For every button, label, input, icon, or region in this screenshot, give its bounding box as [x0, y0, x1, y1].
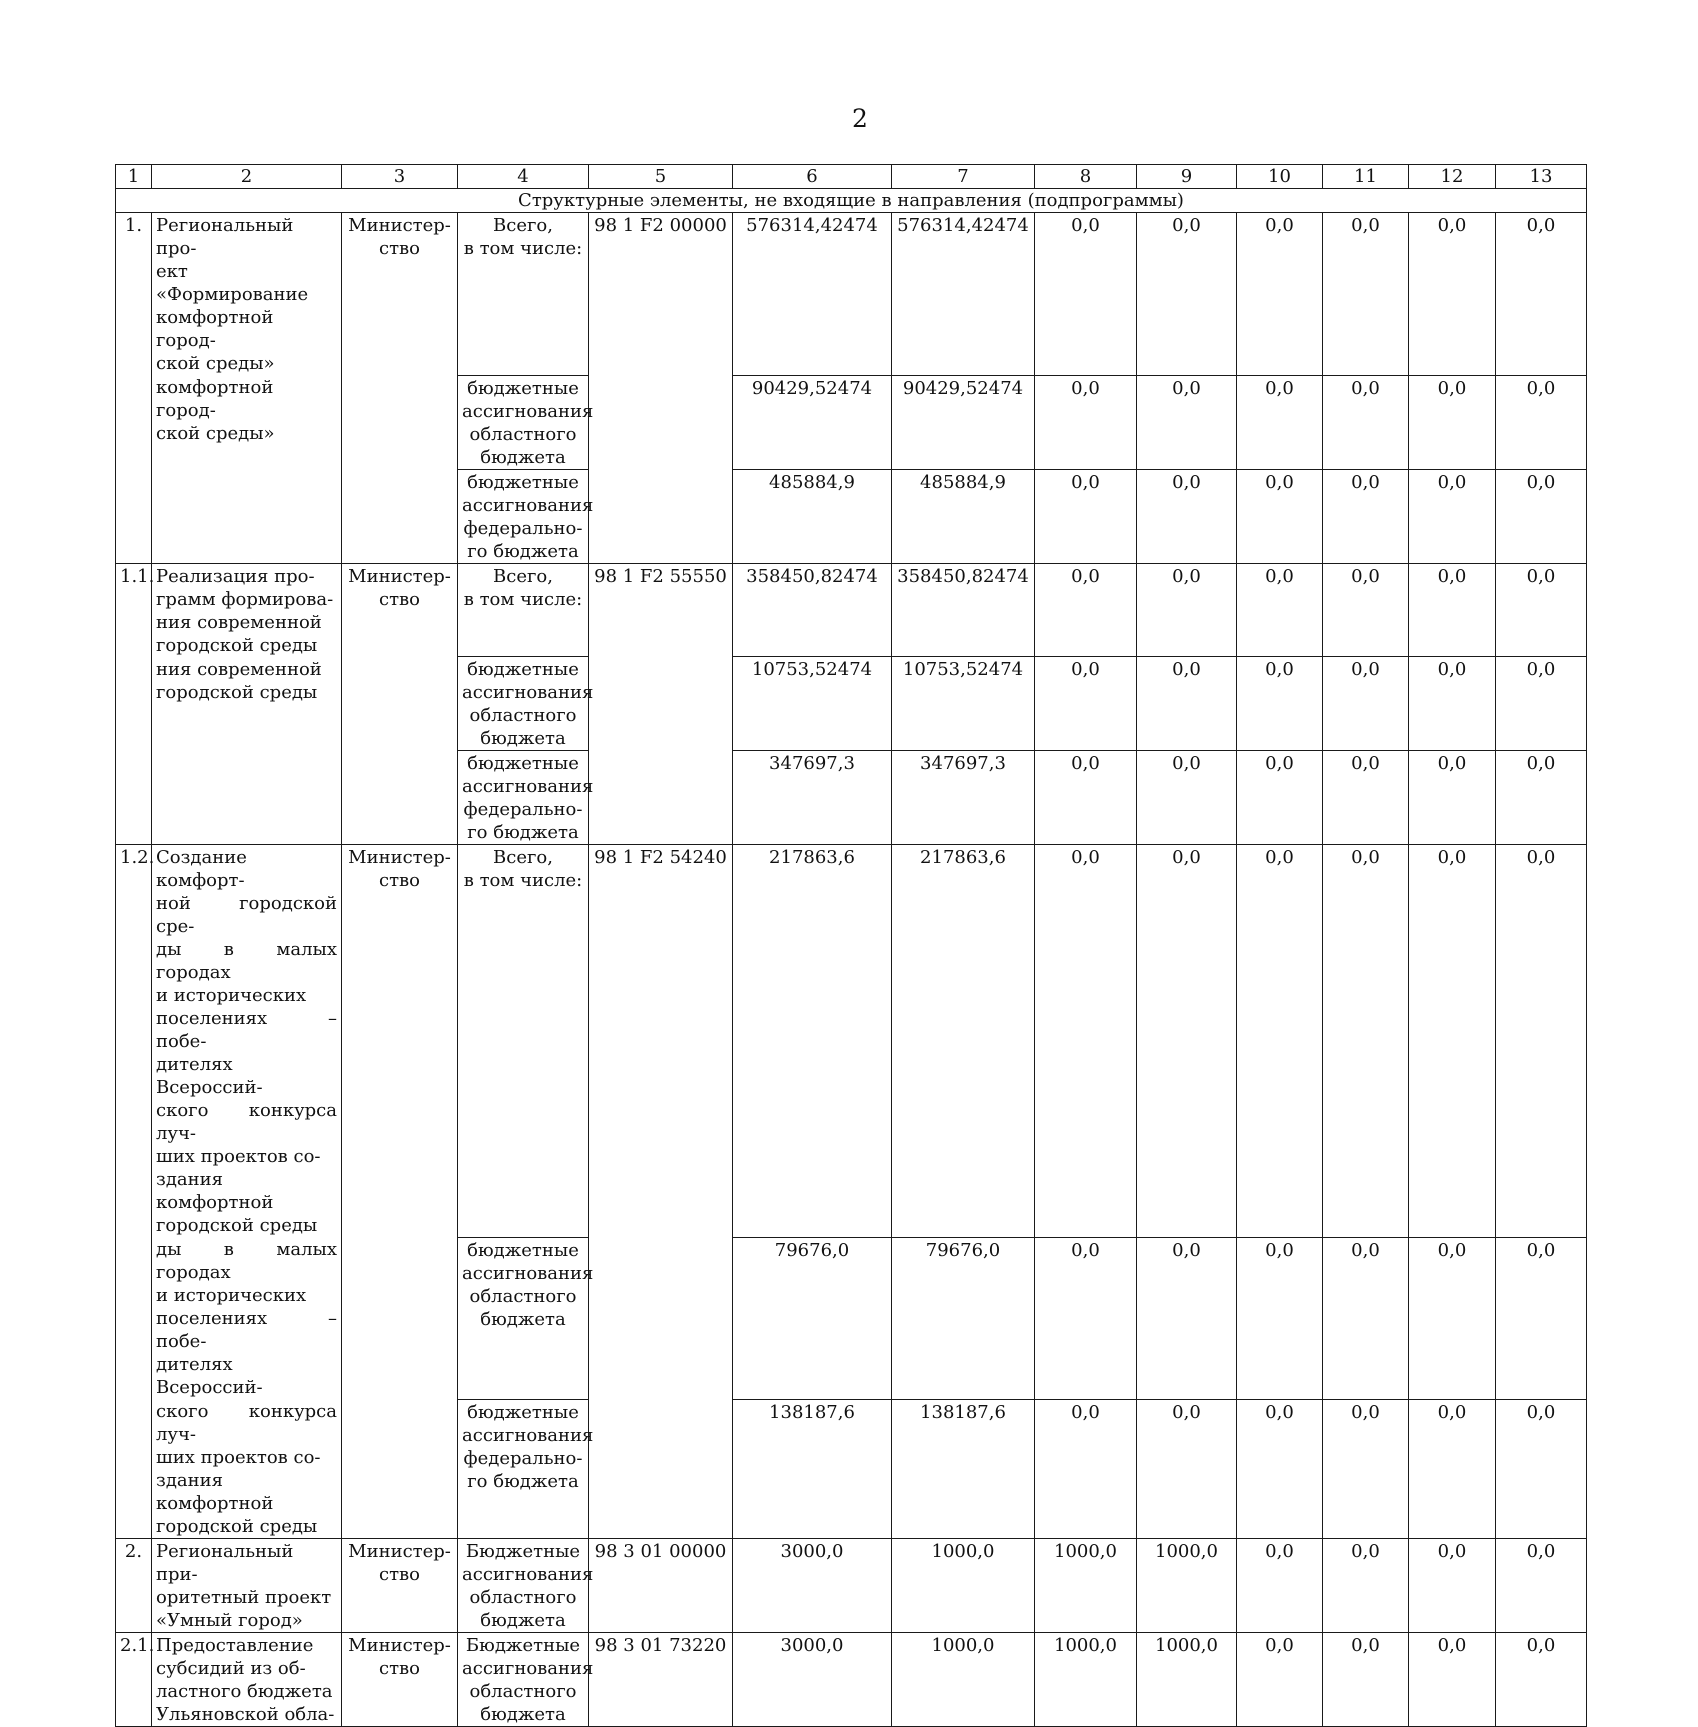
item-name-line: здания комфортной [156, 1470, 274, 1514]
responsible-line: Министер- [348, 215, 451, 236]
item-name-line: и исторических [156, 985, 307, 1006]
item-number-cell [116, 657, 152, 751]
funding-source-line: бюджетные [467, 1401, 579, 1423]
value-cell: 0,0 [1035, 213, 1137, 376]
value-cell: 0,0 [1137, 213, 1237, 376]
value-cell: 10753,52474 [892, 657, 1035, 751]
funding-source-cell [458, 1539, 594, 1633]
responsible-line: Министер- [348, 847, 451, 868]
item-name-line: «Умный город» [156, 1610, 303, 1631]
funding-source-line: в том числе: [463, 870, 583, 891]
table-row [116, 657, 1587, 751]
value-cell: 0,0 [1137, 845, 1237, 1238]
funding-source-line: ассигнования [462, 400, 594, 422]
item-number-cell [116, 375, 152, 469]
value-cell: 576314,42474 [733, 213, 892, 376]
budget-code-cell: 98 1 F2 00000 [589, 213, 733, 376]
responsible-cell [342, 1539, 458, 1633]
responsible-cell [342, 751, 458, 845]
column-header: 3 [342, 165, 458, 189]
value-cell: 0,0 [1237, 1399, 1323, 1539]
responsible-cell [342, 375, 458, 469]
funding-source-line: в том числе: [463, 238, 583, 259]
responsible-line: ство [378, 588, 420, 610]
value-cell: 0,0 [1409, 751, 1496, 845]
funding-source-line: бюджета [480, 728, 566, 749]
item-name-line: Региональный про- [156, 215, 294, 259]
item-name-line: ших проектов со- [156, 1447, 321, 1468]
funding-source-line: бюджета [480, 1704, 566, 1725]
value-cell: 0,0 [1237, 1539, 1323, 1633]
item-name-cell [152, 1539, 342, 1633]
item-name-line: грамм формирова- [156, 588, 334, 610]
funding-source-line: ассигнования [462, 1658, 594, 1679]
responsible-cell [342, 845, 458, 1238]
value-cell: 0,0 [1496, 469, 1587, 563]
value-cell: 0,0 [1035, 657, 1137, 751]
value-cell: 0,0 [1035, 845, 1137, 1238]
value-cell: 0,0 [1409, 563, 1496, 657]
responsible-line: Министер- [348, 565, 451, 587]
value-cell: 0,0 [1035, 1237, 1137, 1399]
value-cell: 0,0 [1237, 375, 1323, 469]
value-cell: 485884,9 [892, 469, 1035, 563]
funding-source-line: Всего, [493, 847, 553, 868]
value-cell: 0,0 [1409, 213, 1496, 376]
funding-source-line: Бюджетные [465, 1635, 581, 1656]
value-cell: 0,0 [1035, 563, 1137, 657]
column-number-header-row [116, 165, 1587, 189]
item-name-line: Предоставление [156, 1635, 314, 1656]
responsible-line: ство [378, 238, 420, 259]
item-name-line: ской среды» [156, 423, 275, 444]
value-cell: 0,0 [1237, 213, 1323, 376]
funding-source-line: федерально- [463, 517, 583, 539]
item-name-line: здания комфортной [156, 1169, 274, 1213]
item-name-line: городской среды [156, 681, 318, 703]
value-cell: 90429,52474 [733, 375, 892, 469]
table-row [116, 563, 1587, 657]
column-header: 10 [1237, 165, 1323, 189]
value-cell: 0,0 [1137, 751, 1237, 845]
funding-source-cell [458, 1633, 594, 1727]
item-name-line: ной городской сре- [156, 893, 337, 937]
item-number-cell: 2.1. [116, 1633, 152, 1727]
value-cell: 0,0 [1409, 375, 1496, 469]
value-cell: 90429,52474 [892, 375, 1035, 469]
funding-source-cell [458, 469, 594, 563]
item-name-cell [152, 1399, 342, 1539]
value-cell: 79676,0 [733, 1237, 892, 1399]
item-name-cell [152, 375, 342, 469]
value-cell: 0,0 [1323, 1237, 1409, 1399]
value-cell: 0,0 [1035, 375, 1137, 469]
value-cell: 0,0 [1496, 213, 1587, 376]
section-title: Структурные элементы, не входящие в направления (подпрограммы) [116, 189, 1587, 213]
value-cell: 0,0 [1035, 751, 1137, 845]
value-cell: 347697,3 [733, 751, 892, 845]
item-name-line: ластного бюджета [156, 1681, 333, 1702]
column-header: 1 [116, 165, 152, 189]
value-cell: 0,0 [1137, 469, 1237, 563]
value-cell: 0,0 [1409, 1633, 1496, 1727]
value-cell: 0,0 [1496, 375, 1587, 469]
table-row [116, 1633, 1587, 1727]
value-cell: 0,0 [1137, 1399, 1237, 1539]
funding-source-line: бюджетные [467, 1239, 579, 1261]
item-name-cell [152, 751, 342, 845]
item-name-cell [152, 563, 342, 657]
value-cell: 0,0 [1323, 1633, 1409, 1727]
item-number-cell [116, 469, 152, 563]
column-header: 11 [1323, 165, 1409, 189]
funding-source-line: бюджетные [467, 471, 579, 493]
funding-source-line: областного [469, 1587, 577, 1608]
column-header: 2 [152, 165, 342, 189]
value-cell: 0,0 [1323, 375, 1409, 469]
budget-code-cell [589, 751, 733, 845]
responsible-line: ство [378, 870, 420, 891]
value-cell: 0,0 [1137, 375, 1237, 469]
column-header: 9 [1137, 165, 1237, 189]
funding-source-line: ассигнования [462, 1262, 594, 1284]
column-header: 6 [733, 165, 892, 189]
value-cell: 0,0 [1323, 657, 1409, 751]
value-cell: 0,0 [1237, 845, 1323, 1238]
value-cell: 0,0 [1409, 657, 1496, 751]
value-cell: 0,0 [1496, 845, 1587, 1238]
responsible-cell [342, 657, 458, 751]
value-cell: 0,0 [1409, 1539, 1496, 1633]
column-header: 7 [892, 165, 1035, 189]
table-row [116, 469, 1587, 563]
funding-source-line: Всего, [493, 565, 553, 587]
responsible-cell [342, 213, 458, 376]
value-cell: 79676,0 [892, 1237, 1035, 1399]
item-name-line: ния современной [156, 611, 322, 633]
value-cell: 0,0 [1323, 563, 1409, 657]
item-number-cell: 2. [116, 1539, 152, 1633]
value-cell: 0,0 [1237, 469, 1323, 563]
item-name-line: Ульяновской обла- [156, 1704, 335, 1725]
table-row [116, 375, 1587, 469]
item-name-cell [152, 657, 342, 751]
column-header: 13 [1496, 165, 1587, 189]
value-cell: 0,0 [1137, 657, 1237, 751]
budget-table [115, 164, 1587, 1727]
item-number-cell [116, 1237, 152, 1399]
budget-code-cell: 98 1 F2 55550 [589, 563, 733, 657]
funding-source-line: бюджетные [467, 659, 579, 680]
item-name-line: Создание комфорт- [156, 847, 247, 891]
item-number-cell: 1. [116, 213, 152, 376]
responsible-cell [342, 1633, 458, 1727]
table-row [116, 1237, 1587, 1399]
funding-source-line: в том числе: [463, 588, 583, 610]
item-name-line: городской среды [156, 1516, 318, 1537]
value-cell: 0,0 [1237, 1237, 1323, 1399]
value-cell: 0,0 [1409, 845, 1496, 1238]
value-cell: 1000,0 [1035, 1633, 1137, 1727]
item-name-line: ды в малых городах [156, 1239, 337, 1283]
value-cell: 0,0 [1496, 751, 1587, 845]
value-cell: 1000,0 [892, 1633, 1035, 1727]
item-name-line: Реализация про- [156, 565, 315, 587]
value-cell: 0,0 [1496, 657, 1587, 751]
budget-code-cell: 98 3 01 00000 [589, 1539, 733, 1633]
value-cell: 3000,0 [733, 1633, 892, 1727]
responsible-cell [342, 1399, 458, 1539]
responsible-line: Министер- [348, 1635, 451, 1656]
item-name-line: ского конкурса луч- [156, 1100, 337, 1144]
funding-source-line: Бюджетные [465, 1541, 581, 1562]
column-header: 4 [458, 165, 589, 189]
budget-code-cell: 98 1 F2 54240 [589, 845, 733, 1238]
budget-code-cell [589, 375, 733, 469]
value-cell: 0,0 [1323, 469, 1409, 563]
item-name-line: городской среды [156, 1215, 318, 1236]
table-row [116, 845, 1587, 1238]
budget-code-cell [589, 1237, 733, 1399]
value-cell: 0,0 [1496, 1539, 1587, 1633]
item-name-line: ского конкурса луч- [156, 1401, 337, 1445]
value-cell: 1000,0 [1137, 1539, 1237, 1633]
responsible-cell [342, 469, 458, 563]
value-cell: 0,0 [1323, 845, 1409, 1238]
value-cell: 0,0 [1496, 563, 1587, 657]
item-name-cell [152, 213, 342, 376]
value-cell: 485884,9 [733, 469, 892, 563]
funding-source-line: бюджетные [467, 377, 579, 399]
table-row [116, 1399, 1587, 1539]
funding-source-line: бюджета [480, 1610, 566, 1631]
funding-source-line: бюджетные [467, 753, 579, 774]
funding-source-cell [458, 1399, 594, 1539]
item-name-line: оритетный проект [156, 1587, 332, 1608]
budget-code-cell [589, 657, 733, 751]
table-body [116, 165, 1587, 1727]
funding-source-line: Всего, [493, 215, 553, 236]
item-number-cell: 1.2. [116, 845, 152, 1238]
funding-source-line: областного [469, 1285, 577, 1307]
budget-code-cell: 98 3 01 73220 [589, 1633, 733, 1727]
responsible-line: Министер- [348, 1541, 451, 1562]
value-cell: 0,0 [1237, 657, 1323, 751]
value-cell: 347697,3 [892, 751, 1035, 845]
value-cell: 0,0 [1137, 1237, 1237, 1399]
value-cell: 0,0 [1496, 1399, 1587, 1539]
value-cell: 0,0 [1323, 751, 1409, 845]
funding-source-line: областного [469, 705, 577, 726]
value-cell: 1000,0 [1137, 1633, 1237, 1727]
item-name-line: ской среды» [156, 353, 275, 374]
value-cell: 0,0 [1496, 1237, 1587, 1399]
funding-source-line: го бюджета [467, 540, 579, 562]
value-cell: 10753,52474 [733, 657, 892, 751]
value-cell: 1000,0 [892, 1539, 1035, 1633]
value-cell: 0,0 [1035, 469, 1137, 563]
item-name-cell [152, 469, 342, 563]
responsible-cell [342, 1237, 458, 1399]
funding-source-line: ассигнования [462, 494, 594, 516]
table-row [116, 751, 1587, 845]
funding-source-line: ассигнования [462, 1424, 594, 1446]
column-header: 5 [589, 165, 733, 189]
value-cell: 1000,0 [1035, 1539, 1137, 1633]
value-cell: 0,0 [1237, 751, 1323, 845]
funding-source-cell [458, 751, 594, 845]
value-cell: 0,0 [1496, 1633, 1587, 1727]
item-name-line: городской среды [156, 634, 318, 656]
value-cell: 358450,82474 [733, 563, 892, 657]
table-row [116, 1539, 1587, 1633]
item-name-line: дителях Всероссий- [156, 1354, 263, 1398]
item-name-cell [152, 845, 342, 1238]
item-number-cell: 1.1. [116, 563, 152, 657]
item-number-cell [116, 751, 152, 845]
item-name-line: поселениях – побе- [156, 1008, 337, 1052]
budget-code-cell [589, 469, 733, 563]
funding-source-line: ассигнования [462, 776, 594, 797]
value-cell: 217863,6 [733, 845, 892, 1238]
item-name-line: комфортной город- [156, 307, 274, 351]
funding-source-cell [458, 213, 589, 376]
budget-code-cell [589, 1399, 733, 1539]
funding-source-cell [458, 845, 589, 1238]
item-name-line: ших проектов со- [156, 1146, 321, 1167]
column-header: 12 [1409, 165, 1496, 189]
funding-source-line: федерально- [463, 1447, 583, 1469]
funding-source-cell [458, 375, 594, 469]
funding-source-line: бюджета [480, 446, 566, 468]
value-cell: 3000,0 [733, 1539, 892, 1633]
item-number-cell [116, 1399, 152, 1539]
value-cell: 0,0 [1237, 1633, 1323, 1727]
item-name-cell [152, 1237, 342, 1399]
item-name-line: субсидий из об- [156, 1658, 306, 1679]
funding-source-line: ассигнования [462, 1564, 594, 1585]
value-cell: 0,0 [1409, 469, 1496, 563]
value-cell: 576314,42474 [892, 213, 1035, 376]
funding-source-cell [458, 1237, 594, 1399]
responsible-cell [342, 563, 458, 657]
funding-source-line: федерально- [463, 799, 583, 820]
value-cell: 0,0 [1035, 1399, 1137, 1539]
value-cell: 138187,6 [733, 1399, 892, 1539]
value-cell: 138187,6 [892, 1399, 1035, 1539]
responsible-line: ство [378, 1658, 420, 1679]
funding-source-line: бюджета [480, 1308, 566, 1330]
item-name-line: дителях Всероссий- [156, 1054, 263, 1098]
item-name-line: ект «Формирование [156, 261, 309, 305]
item-name-line: комфортной город- [156, 377, 274, 421]
item-name-cell [152, 1633, 342, 1727]
funding-source-cell [458, 563, 589, 657]
value-cell: 358450,82474 [892, 563, 1035, 657]
column-header: 8 [1035, 165, 1137, 189]
funding-source-line: го бюджета [467, 1470, 579, 1492]
value-cell: 217863,6 [892, 845, 1035, 1238]
funding-source-line: областного [469, 423, 577, 445]
section-row [116, 189, 1587, 213]
funding-source-line: го бюджета [467, 822, 579, 843]
value-cell: 0,0 [1409, 1399, 1496, 1539]
item-name-line: поселениях – побе- [156, 1308, 337, 1352]
value-cell: 0,0 [1323, 213, 1409, 376]
item-name-line: и исторических [156, 1285, 307, 1306]
value-cell: 0,0 [1409, 1237, 1496, 1399]
value-cell: 0,0 [1137, 563, 1237, 657]
item-name-line: Региональный при- [156, 1541, 294, 1585]
funding-source-line: областного [469, 1681, 577, 1702]
funding-source-line: ассигнования [462, 682, 594, 703]
table-row [116, 213, 1587, 376]
funding-source-cell [458, 657, 594, 751]
item-name-line: ды в малых городах [156, 939, 337, 983]
item-name-line: ния современной [156, 658, 322, 680]
value-cell: 0,0 [1323, 1539, 1409, 1633]
value-cell: 0,0 [1237, 563, 1323, 657]
page-number: 2 [852, 104, 868, 133]
responsible-line: ство [378, 1564, 420, 1585]
value-cell: 0,0 [1323, 1399, 1409, 1539]
